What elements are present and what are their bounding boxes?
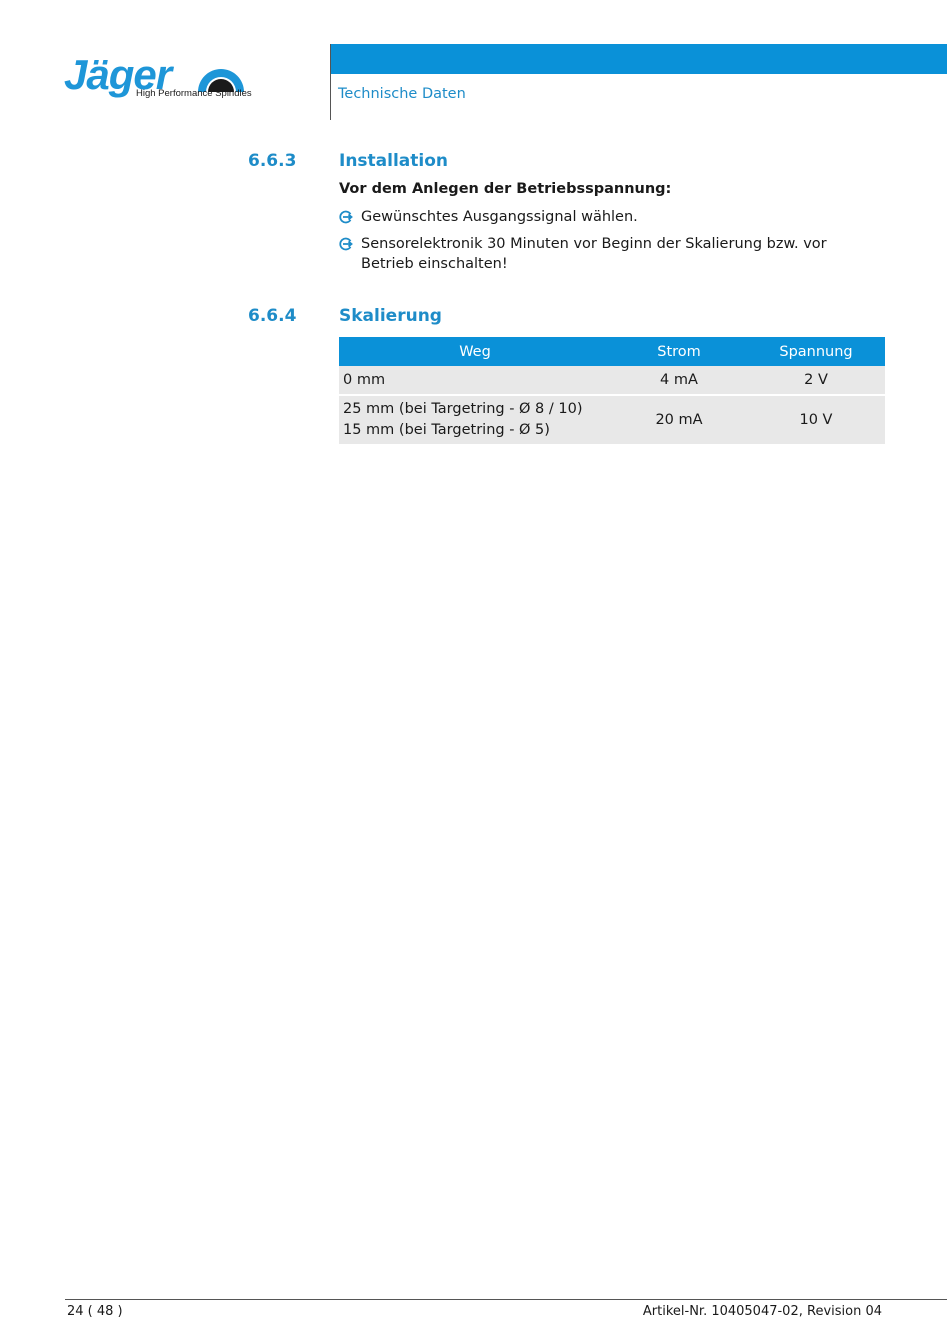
section-number-installation: 6.6.3 bbox=[248, 151, 297, 171]
installation-step bbox=[339, 234, 879, 274]
section-title-skalierung: Skalierung bbox=[339, 306, 442, 326]
cell-strom: 20 mA bbox=[611, 395, 747, 444]
installation-step-text: Sensorelektronik 30 Minuten vor Beginn der Skalierung bzw. vor Betrieb einschalten! bbox=[361, 236, 827, 272]
header-section-title: Technische Daten bbox=[338, 86, 466, 102]
cell-strom: 4 mA bbox=[611, 366, 747, 395]
installation-steps bbox=[339, 207, 879, 281]
circled-arrow-right-icon bbox=[339, 237, 353, 251]
logo-tagline: High Performance Spindles bbox=[136, 88, 252, 99]
table-row bbox=[339, 395, 885, 444]
cell-weg: 0 mm bbox=[339, 366, 611, 395]
article-number: Artikel-Nr. 10405047-02, Revision 04 bbox=[642, 1304, 882, 1319]
cell-weg-line: 15 mm (bei Targetring - Ø 5) bbox=[343, 422, 550, 438]
scaling-table bbox=[339, 337, 885, 444]
cell-spannung: 2 V bbox=[747, 366, 885, 395]
logo-wordmark: Jäger bbox=[64, 51, 172, 98]
installation-step bbox=[339, 207, 879, 227]
table-header-row bbox=[339, 337, 885, 366]
company-logo bbox=[64, 52, 254, 104]
column-header-strom: Strom bbox=[611, 337, 747, 366]
page-number: 24 ( 48 ) bbox=[67, 1304, 123, 1319]
section-number-skalierung: 6.6.4 bbox=[248, 306, 297, 326]
circled-arrow-right-icon bbox=[339, 210, 353, 224]
cell-spannung: 10 V bbox=[747, 395, 885, 444]
installation-lead: Vor dem Anlegen der Betriebsspannung: bbox=[339, 181, 672, 197]
footer-rule bbox=[65, 1299, 947, 1300]
column-header-spannung: Spannung bbox=[747, 337, 885, 366]
section-title-installation: Installation bbox=[339, 151, 449, 171]
installation-step-text: Gewünschtes Ausgangssignal wählen. bbox=[361, 209, 638, 225]
cell-weg-line: 25 mm (bei Targetring - Ø 8 / 10) bbox=[343, 401, 583, 417]
column-header-weg: Weg bbox=[339, 337, 611, 366]
cell-weg bbox=[339, 395, 611, 444]
table-row bbox=[339, 366, 885, 395]
header-accent-bar bbox=[331, 44, 947, 74]
